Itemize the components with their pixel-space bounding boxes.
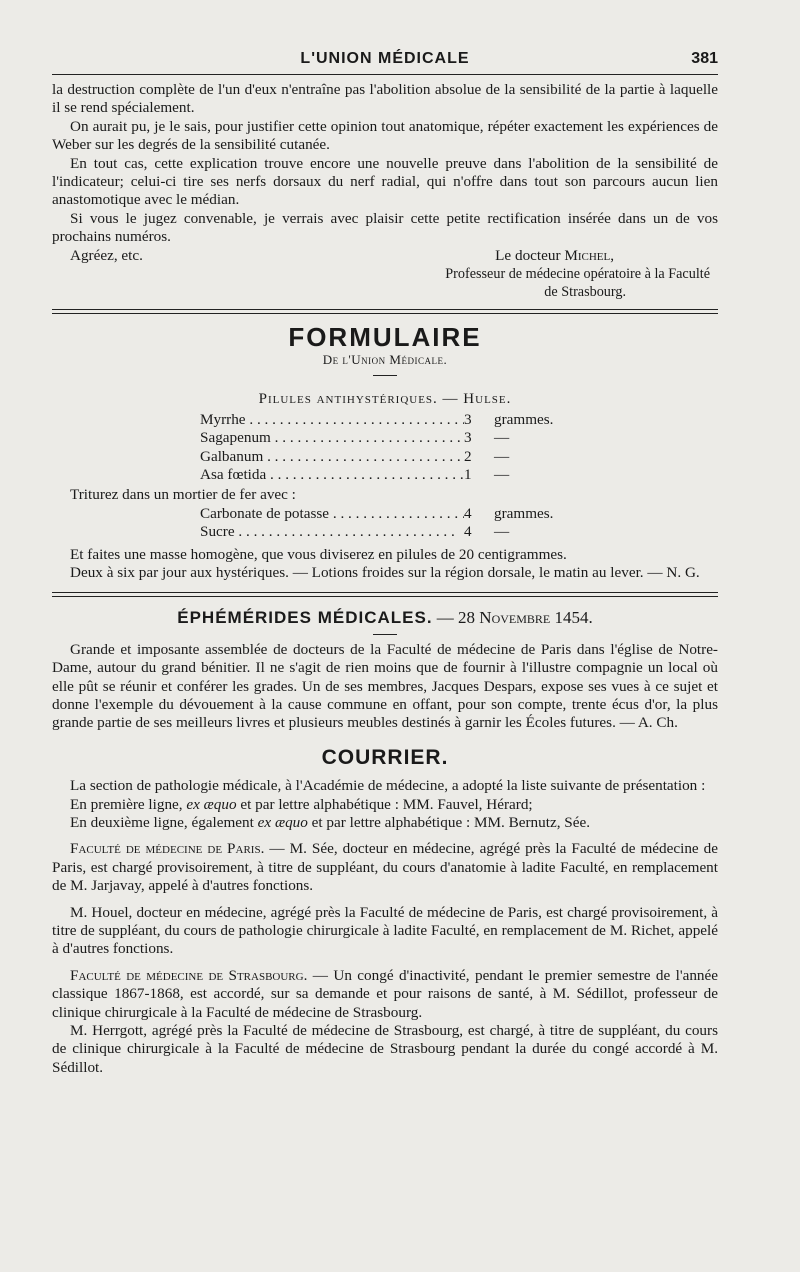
formulaire-paragraph-1: Et faites une masse homogène, que vous diviserez en pilules de 20 centigrammes. xyxy=(70,545,567,563)
formulaire-subtitle: De l'Union Médicale. xyxy=(322,351,448,367)
ingredient-name: Sucre . . . xyxy=(200,523,464,541)
ingredient-unit: grammes. xyxy=(494,504,554,522)
ingredient-name: Sagapenum . . . xyxy=(200,429,464,447)
ingredient-row xyxy=(200,523,600,541)
short-divider xyxy=(373,634,397,635)
ingredient-name: Myrrhe . . . xyxy=(200,411,464,429)
ephemerides-text: Grande et imposante assemblée de docteurs de la Faculté de médecine de Paris dans l'église de Notre-Dame, autour du grand bénitier. Il ne s'agit de rien moins que de fournir à l'illustre compagnie un local où elle pût se réunir et conférer les grades. Un de ses membres, Jacques Despars, expose ses vues à ce sujet et donne l'exemple du dévouement à la cause commune en offant, pour son compte, trente écus d'or, la plus grande partie de ses meilleurs livres et plusieurs meubles destinés à garnir les Écoles futures. — A. Ch. xyxy=(52,640,718,732)
ingredient-row xyxy=(200,411,600,429)
list-text: et par lettre alphabétique : MM. Bernutz, Sée. xyxy=(311,814,591,831)
ingredient-row xyxy=(200,466,600,484)
ingredient-qty: 4 xyxy=(464,504,472,522)
list-emphasis: ex æquo xyxy=(257,814,308,831)
ingredient-unit: grammes. xyxy=(494,410,554,428)
formulaire-title: FORMULAIRE xyxy=(288,322,482,353)
formulaire-paragraph-2: Deux à six par jour aux hystériques. — Lotions froides sur la région dorsale, le matin au lever. — N. G. xyxy=(70,563,700,581)
ingredient-row xyxy=(200,429,600,447)
recipe-title: Pilules antihystériques. — Hulse. xyxy=(258,391,512,408)
courrier-paragraph-3: M. Houel, docteur en médecine, agrégé près la Faculté de médecine de Paris, est chargé provisoirement, à titre de suppléant, du cours de pathologie chirurgicale à ladite Faculté, en remplacement de M. Richet, appelé à d'autres fonctions. xyxy=(52,903,718,958)
ingredient-unit: — xyxy=(494,447,510,465)
ingredient-name: Galbanum . . . xyxy=(200,448,464,466)
paragraph-text: — M. Sée, docteur en médecine, agrégé près la Faculté de médecine de Paris, est chargé provisoirement, à titre de suppléant, du cours d'anatomie à ladite Faculté, en remplacement de M. Jarjavay, appelé à d'autres fonctions. xyxy=(52,840,719,895)
list-text: En première ligne, xyxy=(70,795,183,813)
list-text: En deuxième ligne, également xyxy=(70,814,254,831)
section-divider xyxy=(52,309,718,314)
signature-place: de Strasbourg. xyxy=(544,284,626,301)
ingredient-qty: 2 xyxy=(464,447,472,465)
courrier-paragraph-4 xyxy=(52,967,718,1022)
journal-title: L'UNION MÉDICALE xyxy=(300,50,470,67)
paragraph-heading: Faculté de médecine de Paris. xyxy=(70,840,265,858)
journal-page xyxy=(52,48,718,1077)
ingredient-unit: — xyxy=(494,429,510,447)
section-divider xyxy=(52,592,718,597)
ingredient-qty: 4 xyxy=(464,523,472,541)
courrier-paragraph-2 xyxy=(52,840,718,895)
letter-paragraph-4: Si vous le jugez convenable, je verrais avec plaisir cette petite rectification insérée dans un de vos prochains numéros. xyxy=(52,209,718,246)
ephemerides-title: ÉPHÉMÉRIDES MÉDICALES. xyxy=(177,608,433,628)
page-number: 381 xyxy=(691,50,718,67)
ingredient-name: Asa fœtida . . . xyxy=(200,466,464,484)
ingredient-unit: — xyxy=(494,465,510,483)
courrier-paragraph-1: La section de pathologie médicale, à l'Académie de médecine, a adopté la liste suivante de présentation : xyxy=(70,777,706,795)
ingredient-qty: 1 xyxy=(464,465,472,483)
signature-name: Michel, xyxy=(564,246,614,264)
ingredient-row xyxy=(200,448,600,466)
ingredient-qty: 3 xyxy=(464,429,472,447)
ingredient-name: Carbonate de potasse . . . xyxy=(200,505,464,523)
courrier-list-line-1 xyxy=(52,796,718,814)
ephemerides-date: — 28 Novembre 1454. xyxy=(436,608,593,628)
list-emphasis: ex æquo xyxy=(186,795,237,813)
ingredient-row xyxy=(200,505,600,523)
ephemerides-heading xyxy=(52,609,718,627)
ingredient-qty: 3 xyxy=(464,410,472,428)
courrier-paragraph-5: M. Herrgott, agrégé près la Faculté de médecine de Strasbourg, est chargé, à titre de suppléant, du cours de clinique chirurgicale à la Faculté de médecine de Strasbourg pendant la durée du congé accordé à M. Sédillot. xyxy=(52,1022,718,1076)
letter-paragraph-1: la destruction complète de l'un d'eux n'entraîne pas l'abolition absolue de la sensibilité de la partie à laquelle il se rend spécialement. xyxy=(52,81,718,117)
signature-title: Professeur de médecine opératoire à la Faculté xyxy=(445,265,710,282)
short-divider xyxy=(373,375,397,376)
triturez-instruction: Triturez dans un mortier de fer avec : xyxy=(70,486,296,504)
letter-paragraph-2: On aurait pu, je le sais, pour justifier cette opinion tout anatomique, répéter exactement les expériences de Weber sur les degrés de la sensibilité cutanée. xyxy=(52,117,718,154)
closing-row xyxy=(52,247,718,265)
running-header xyxy=(52,48,718,75)
letter-paragraph-3: En tout cas, cette explication trouve encore une nouvelle preuve dans l'abolition de la sensibilité de l'indicateur; celui-ci tire ses nerfs dorsaux du nerf radial, qui n'offre dans tout son parcours aucun lien anastomotique avec le médian. xyxy=(52,154,718,209)
courrier-list-line-2 xyxy=(52,814,718,832)
paragraph-text: — Un congé d'inactivité, pendant le premier semestre de l'année classique 1867-1868, est accordé, sur sa demande et pour raisons de santé, à M. Sédillot, professeur de clinique chirurgicale à la Faculté de médecine de Strasbourg. xyxy=(52,966,718,1021)
signature-prefix: Le docteur xyxy=(495,246,561,264)
list-text: et par lettre alphabétique : MM. Fauvel, Hérard; xyxy=(240,795,533,813)
signature xyxy=(495,247,614,265)
closing-formula: Agréez, etc. xyxy=(70,246,143,264)
ingredient-unit: — xyxy=(494,523,510,541)
courrier-title: COURRIER. xyxy=(321,745,449,769)
paragraph-heading: Faculté de médecine de Strasbourg. xyxy=(70,966,308,984)
